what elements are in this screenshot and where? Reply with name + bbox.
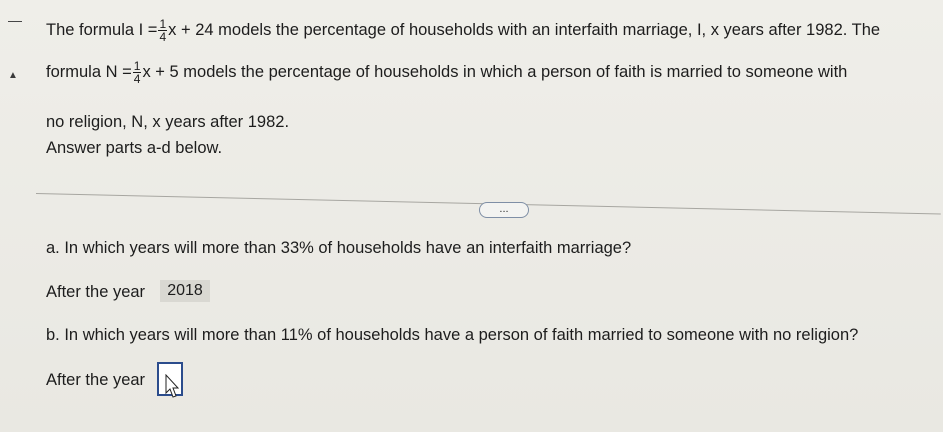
problem-line-1 <box>46 18 880 43</box>
fraction-denominator: 4 <box>133 72 141 86</box>
problem-line-4: Answer parts a-d below. <box>46 139 223 157</box>
formula-n-fraction <box>133 60 142 85</box>
fraction-denominator: 4 <box>159 30 167 44</box>
dash-mark: — <box>8 12 22 28</box>
part-a-question: a. In which years will more than 33% of households have an interfaith marriage? <box>46 239 632 257</box>
triangle-icon: ▲ <box>8 70 18 81</box>
formula-n-lhs: N = <box>105 62 132 81</box>
mouse-cursor-icon <box>165 374 181 400</box>
formula-i-fraction <box>158 18 167 43</box>
formula-i-lhs: I = <box>138 20 158 39</box>
part-b-question: b. In which years will more than 11% of households have a person of faith married to someone with no religion? <box>46 326 859 344</box>
fraction-numerator: 1 <box>159 17 167 31</box>
line1-pre: The formula <box>46 20 135 39</box>
part-b-prefix: After the year <box>46 371 146 389</box>
part-a-answer: 2018 <box>160 280 210 302</box>
problem-line-3: no religion, N, x years after 1982. <box>46 113 290 131</box>
formula-n-rest: x + 5 <box>142 62 179 81</box>
line2-pre: formula <box>46 62 102 81</box>
fraction-numerator: 1 <box>133 59 141 73</box>
formula-i-rest: x + 24 <box>168 20 214 39</box>
more-button[interactable]: ... <box>479 202 529 218</box>
part-a-prefix: After the year <box>46 283 146 301</box>
problem-line-2 <box>46 60 847 85</box>
line1-post: models the percentage of households with an interfaith marriage, I, x years after 1982. The <box>218 20 881 39</box>
line2-post: models the percentage of households in which a person of faith is married to someone with <box>183 62 848 81</box>
